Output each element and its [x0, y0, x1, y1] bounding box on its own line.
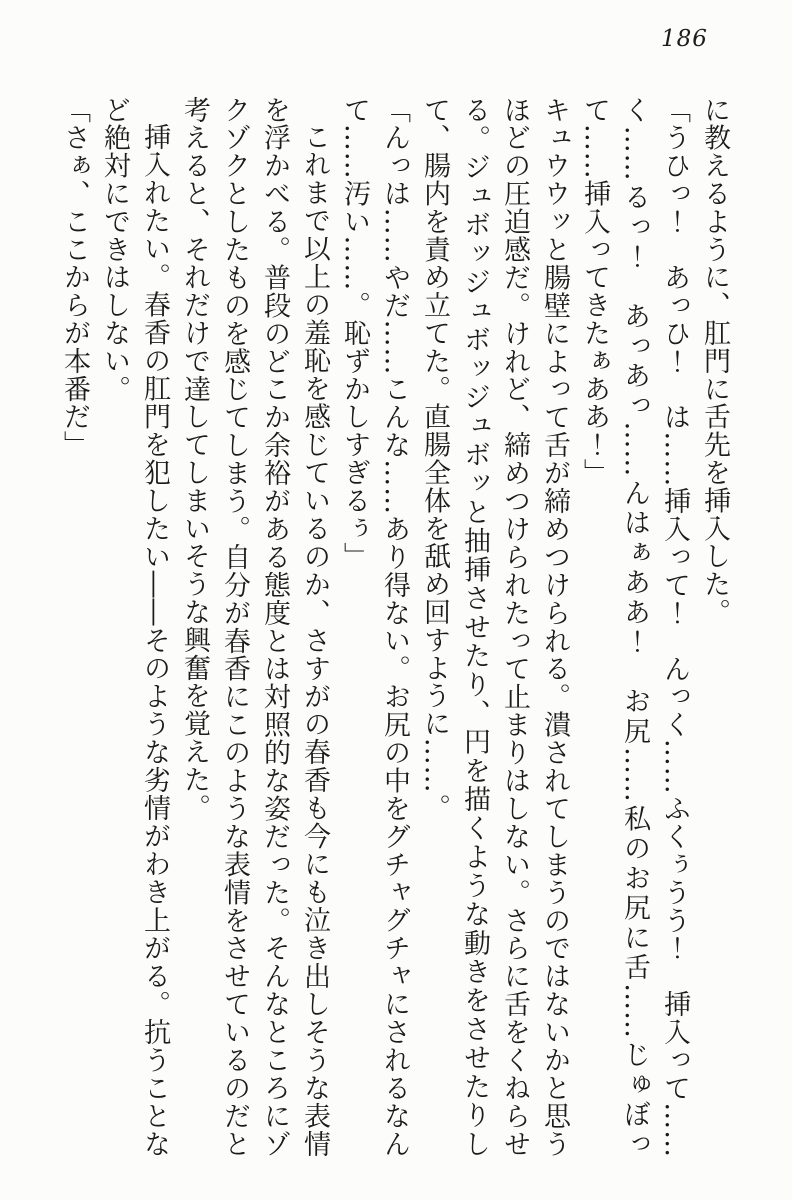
paragraph-narration: これまで以上の羞恥を感じているのか、さすがの春香も今にも泣き出しそうな表情を浮かべる。普段のどこか余裕がある態度とは対照的な姿だった。そんなところにゾクゾクとしたものを感じてしまう。自分が春香にこのような表情をさせているのだと考えると、それだけで達してしまいそうな興奮を覚えた。	[179, 96, 330, 1158]
vertical-text-block	[54, 96, 734, 1158]
paragraph-narration: 挿入れたい。春香の肛門を犯したい――そのような劣情がわき上がる。抗うことなど絶対にできはしない。	[99, 96, 170, 1158]
paragraph-dialogue: 「んっは……やだ……こんな……あり得ない。お尻の中をグチャグチャにされるなんて……汚い……。恥ずかしすぎるぅ」	[339, 96, 410, 1158]
page-number: 186	[661, 26, 708, 52]
paragraph-dialogue: 「さぁ、ここからが本番だ」	[59, 96, 90, 459]
paragraph-dialogue: 「うひっ！ あっひ！ は……挿入って！ んっく……ふくぅうう！ 挿入って……く……るっ！ あっあっ……んはぁああ！ お尻……私のお尻に舌……じゅぼって……挿入ってきたぁああ！」	[579, 96, 690, 1158]
paragraph-continuation: に教えるように、肛門に舌先を挿入した。	[699, 96, 730, 627]
paragraph-narration: キュウウッと腸壁によって舌が締めつけられる。潰されてしまうのではないかと思うほどの圧迫感だ。けれど、締めつけられたって止まりはしない。さらに舌をくねらせる。ジュボッジュボッジュボッと抽挿させたり、円を描くような動きをさせたりして、腸内を責め立てた。直腸全体を舐め回すように……。	[419, 96, 570, 1158]
